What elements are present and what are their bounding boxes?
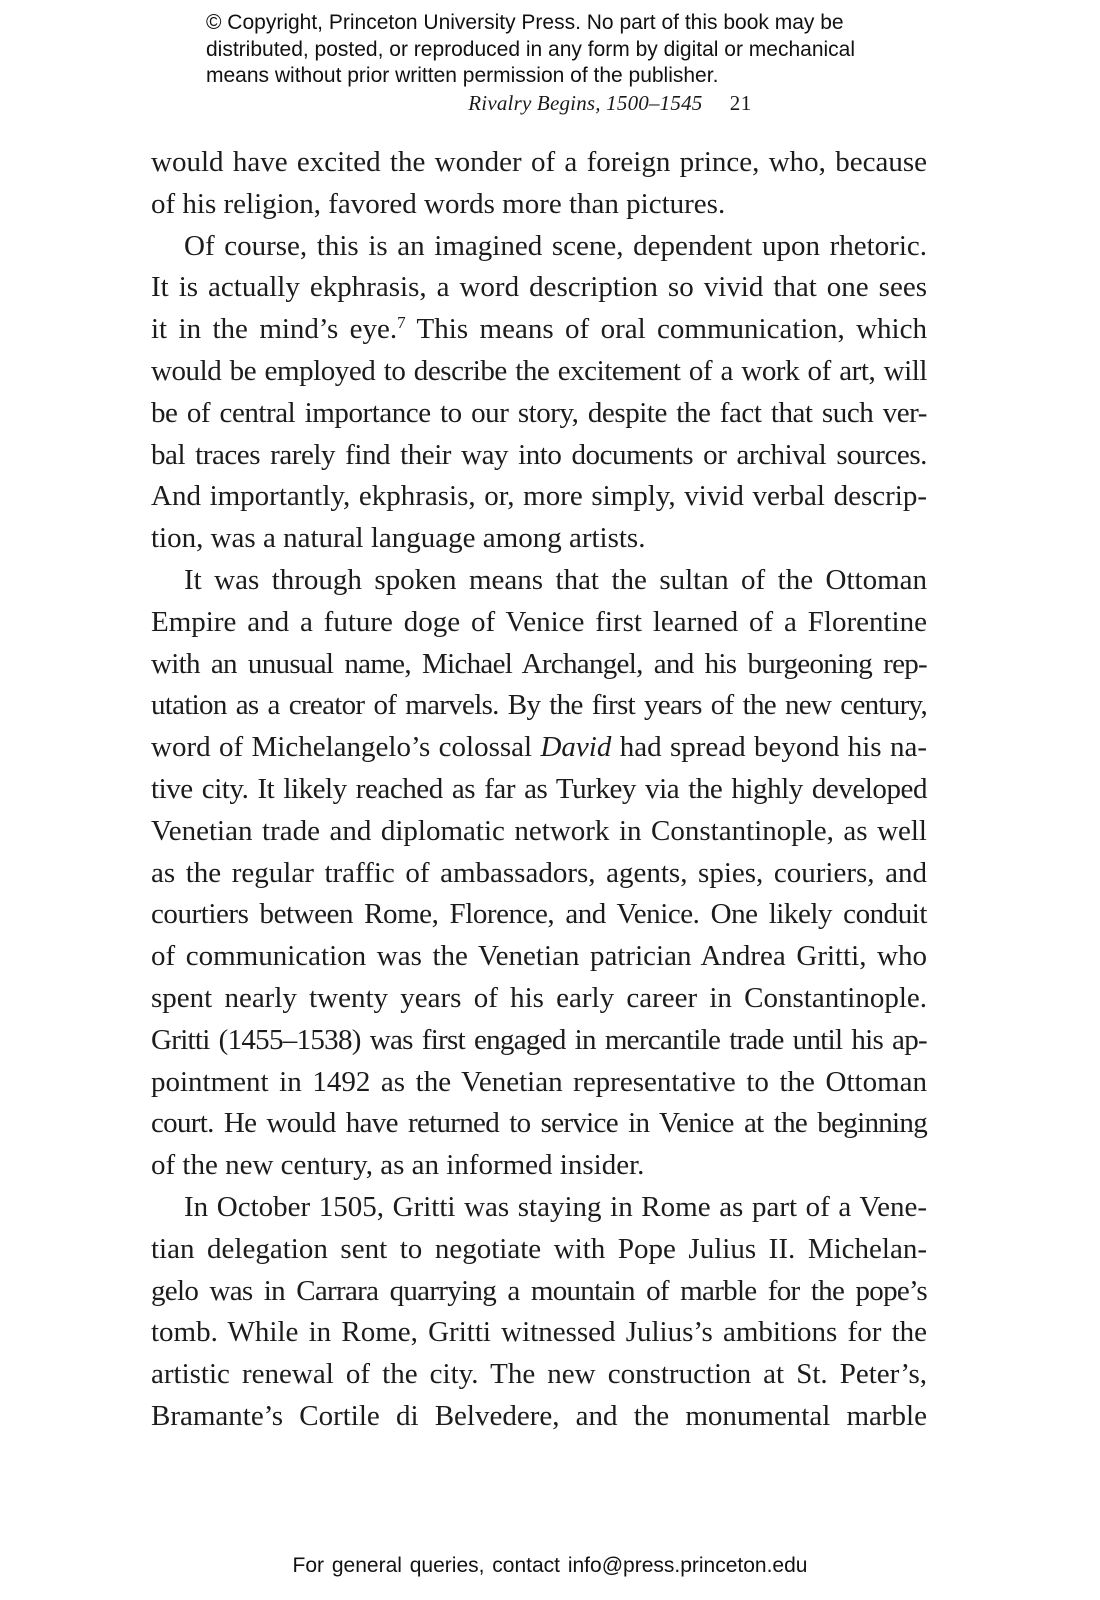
text-line: tian delegation sent to negotiate with Pope Julius II. Michelan- [151,1232,927,1265]
text-line: bal traces rarely find their way into documents or archival sources. [151,438,927,471]
text-line: pointment in 1492 as the Venetian representative to the Ottoman [151,1065,927,1098]
text-line: Venetian trade and diplomatic network in Constantinople, as well [151,814,927,847]
footnote-marker: 7 [397,313,406,333]
copyright-line: © Copyright, Princeton University Press. No part of this book may be [206,11,844,34]
text-line: In October 1505, Gritti was staying in Rome as part of a Vene- [184,1190,927,1223]
text-line: spent nearly twenty years of his early career in Constantinople. [151,981,927,1014]
text-line: would be employed to describe the excitement of a work of art, will [151,354,927,387]
text-line: tive city. It likely reached as far as Turkey via the highly developed [151,772,927,805]
text-line: It is actually ekphrasis, a word description so vivid that one sees [151,271,927,304]
text-line: of the new century, as an informed insider. [151,1149,645,1182]
text-line: with an unusual name, Michael Archangel, and his burgeoning rep- [151,647,927,680]
text-span: word of Michelangelo’s colossal [151,731,541,764]
text-line [151,727,927,769]
page-number: 21 [729,91,752,115]
text-span: it in the mind’s eye. [151,313,398,346]
text-line: Gritti (1455–1538) was first engaged in mercantile trade until his ap- [151,1023,927,1056]
text-span: had spread beyond his na- [611,731,927,764]
text-line: as the regular traffic of ambassadors, agents, spies, couriers, and [151,856,927,889]
text-span: This means of oral communication, which [405,313,927,346]
text-line: tion, was a natural language among artists. [151,522,646,555]
text-line: Bramante’s Cortile di Belvedere, and the monumental marble [151,1399,927,1432]
text-line: would have excited the wonder of a foreign prince, who, because [151,146,927,178]
text-line: be of central importance to our story, despite the fact that such ver- [151,396,927,429]
italic-title: David [540,731,612,764]
running-head [0,90,1100,116]
running-head-title: Rivalry Begins, 1500–1545 [468,91,703,115]
copyright-line: means without prior written permission of the publisher. [206,64,719,87]
text-line: gelo was in Carrara quarrying a mountain of marble for the pope’s [151,1274,927,1307]
text-line: And importantly, ekphrasis, or, more simply, vivid verbal descrip- [151,480,927,513]
body-text [151,142,927,1438]
text-line: courtiers between Rome, Florence, and Venice. One likely conduit [151,898,927,931]
text-line: Empire and a future doge of Venice first learned of a Florentine [151,605,927,638]
text-line: of communication was the Venetian patrician Andrea Gritti, who [151,940,927,973]
text-line: tomb. While in Rome, Gritti witnessed Julius’s ambitions for the [151,1316,927,1349]
text-line: of his religion, favored words more than pictures. [151,187,726,220]
copyright-line: distributed, posted, or reproduced in any form by digital or mechanical [206,37,856,61]
footer-contact: For general queries, contact info@press.princeton.edu [292,1554,808,1577]
copyright-notice [206,10,926,90]
text-line: It was through spoken means that the sultan of the Ottoman [184,563,927,596]
text-line [151,309,927,351]
text-line: utation as a creator of marvels. By the first years of the new century, [151,689,927,722]
text-line: artistic renewal of the city. The new construction at St. Peter’s, [151,1358,927,1391]
text-line: court. He would have returned to service in Venice at the beginning [151,1107,927,1140]
text-line: Of course, this is an imagined scene, dependent upon rhetoric. [184,229,927,262]
